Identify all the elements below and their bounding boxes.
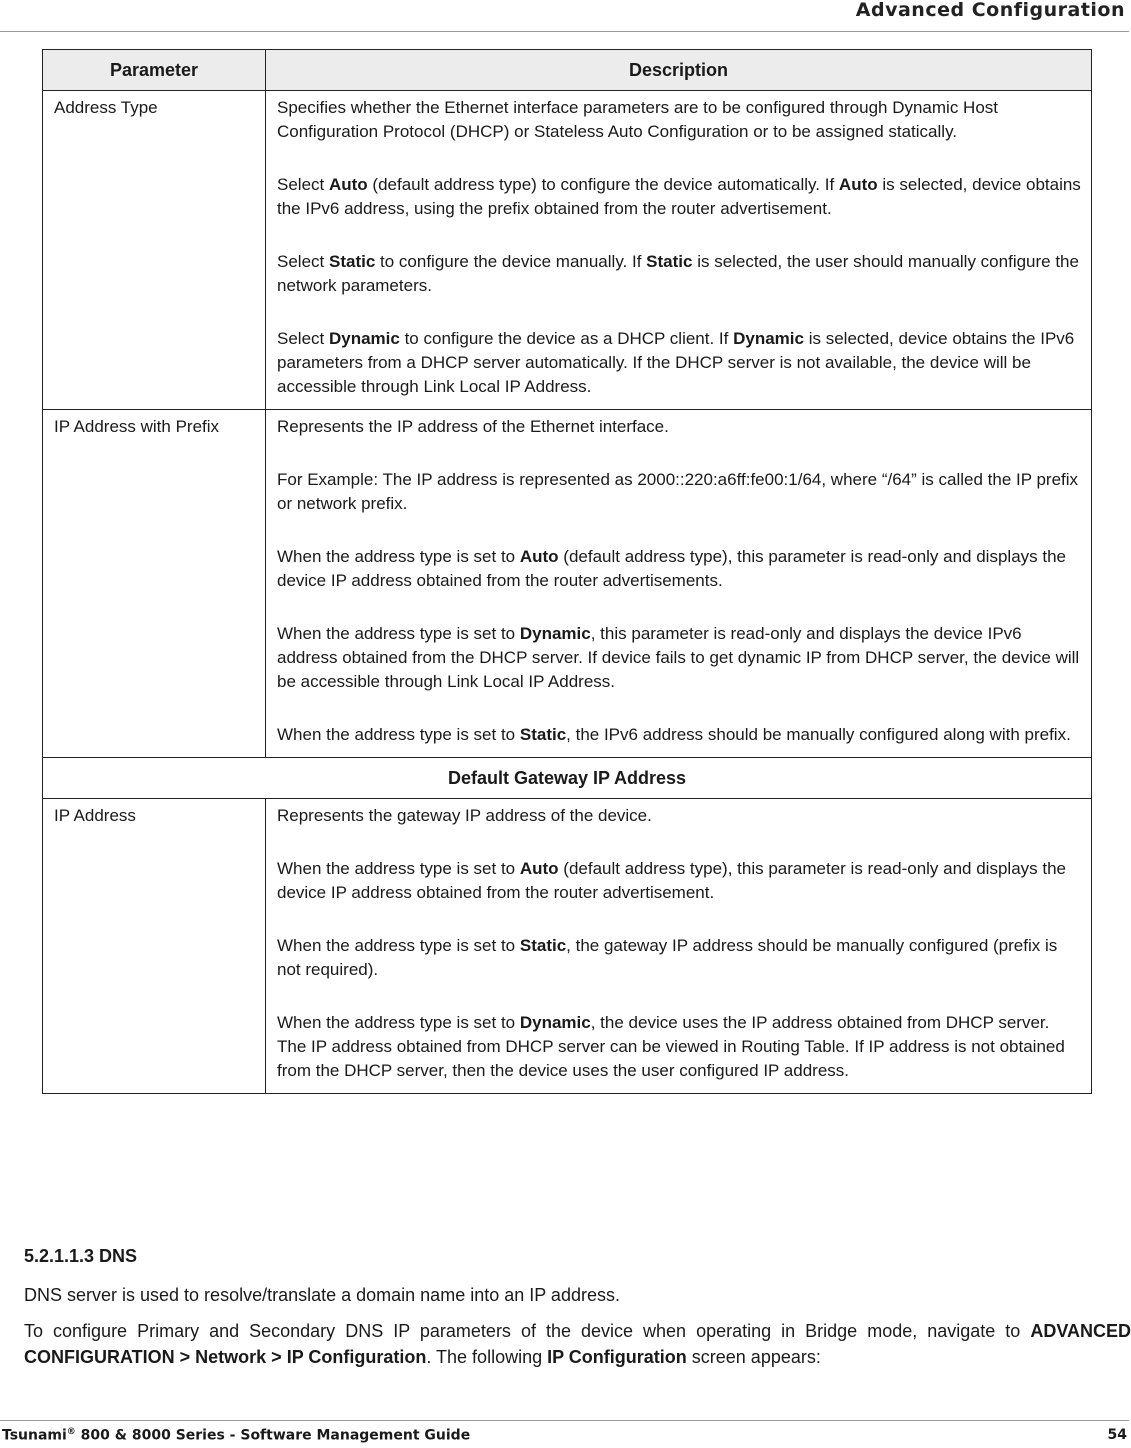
bold-term: Dynamic (519, 1013, 591, 1032)
table-body-group2 (43, 799, 1092, 1094)
text-run: , the device uses the IP address obtained from DHCP server. The IP address obtained from DHCP server can be viewed in Routing Table. If IP address is not obtained from the DHCP server, then the device uses the user configured IP address. (277, 1013, 1065, 1080)
footer-product: Tsunami (2, 1427, 67, 1444)
description-paragraph (277, 96, 1081, 144)
footer-reg-mark: ® (66, 1427, 76, 1437)
text-run: screen appears: (686, 1347, 821, 1367)
footer-guide: 800 & 8000 Series - Software Management Guide (75, 1427, 471, 1444)
text-run: When the address type is set to (277, 859, 520, 878)
text-run: , the IPv6 address should be manually configured along with prefix. (566, 725, 1071, 744)
text-run: Represents the IP address of the Ethernet interface. (277, 417, 669, 436)
section-heading: 5.2.1.1.3 DNS (24, 1246, 138, 1266)
page-header-title: Advanced Configuration (855, 0, 1125, 21)
table-row (43, 799, 1092, 1094)
text-run: to configure the device as a DHCP client. If (399, 329, 734, 348)
text-run: To configure Primary and Secondary DNS IP parameters of the device when operating in Bridge mode, navigate to (24, 1321, 1031, 1341)
text-run: (default address type) to configure the device automatically. If (367, 175, 839, 194)
footer-page-number: 54 (1107, 1427, 1127, 1443)
dns-intro-paragraph: DNS server is used to resolve/translate a domain name into an IP address. (24, 1285, 620, 1305)
text-run: Represents the gateway IP address of the device. (277, 806, 652, 825)
text-run: (default address type), this parameter is read-only and displays the device IP address obtained from the router advertisements. (277, 547, 1067, 590)
table-header-row (43, 50, 1092, 91)
table-row (43, 410, 1092, 758)
table-body-group1 (43, 91, 1092, 758)
section-row (43, 758, 1092, 799)
text-run: . The following (426, 1347, 548, 1367)
bold-term: Auto (838, 175, 878, 194)
text-run: is selected, the user should manually configure the network parameters. (277, 252, 1079, 295)
description-paragraph (277, 468, 1081, 516)
bold-term: Auto (328, 175, 368, 194)
description-paragraph (277, 723, 1081, 747)
column-header-description: Description (266, 50, 1092, 91)
description-paragraph (277, 622, 1081, 694)
parameter-cell: Address Type (43, 91, 266, 410)
bold-term: Static (328, 252, 376, 271)
text-run: When the address type is set to (277, 725, 520, 744)
text-run: Specifies whether the Ethernet interface parameters are to be configured through Dynamic Host Configuration Protocol (DHCP) or Stateless Auto Configuration or to be assigned statically. (277, 98, 998, 141)
text-run: , this parameter is read-only and displays the device IPv6 address obtained from the DHCP server. If device fails to get dynamic IP from DHCP server, the device will be accessible through Link Local IP Address. (277, 624, 1080, 691)
text-run: Select (277, 329, 329, 348)
description-paragraph (277, 857, 1081, 905)
description-paragraph (277, 804, 1081, 828)
description-paragraph (277, 415, 1081, 439)
bold-term: Dynamic (519, 624, 591, 643)
text-run: When the address type is set to (277, 1013, 520, 1032)
page-footer (0, 1420, 1129, 1448)
text-run: , the gateway IP address should be manually configured (prefix is not required). (277, 936, 1058, 979)
text-run: When the address type is set to (277, 547, 520, 566)
parameter-table (42, 49, 1092, 1094)
bold-term: Dynamic (733, 329, 804, 348)
text-run: is selected, device obtains the IPv6 address, using the prefix obtained from the router advertisement. (277, 175, 1081, 218)
description-cell (266, 410, 1092, 758)
text-run: For Example: The IP address is represented as 2000::220:a6ff:fe00:1/64, where “/64” is called the IP prefix or network prefix. (277, 470, 1079, 513)
bold-term: Static (519, 725, 567, 744)
description-paragraph (277, 250, 1081, 298)
description-cell (266, 91, 1092, 410)
text-run: Select (277, 175, 329, 194)
text-run: is selected, device obtains the IPv6 parameters from a DHCP server automatically. If the DHCP server is not available, the device will be accessible through Link Local IP Address. (277, 329, 1075, 396)
text-run: Select (277, 252, 329, 271)
description-paragraph (277, 327, 1081, 399)
dns-navigation-paragraph (24, 1318, 1131, 1370)
bold-term: IP Configuration (547, 1347, 687, 1367)
description-cell (266, 799, 1092, 1094)
parameter-cell: IP Address with Prefix (43, 410, 266, 758)
text-run: (default address type), this parameter is read-only and displays the device IP address obtained from the router advertisement. (277, 859, 1067, 902)
description-paragraph (277, 934, 1081, 982)
bold-term: Dynamic (328, 329, 400, 348)
description-paragraph (277, 545, 1081, 593)
description-paragraph (277, 1011, 1081, 1083)
description-paragraph (277, 173, 1081, 221)
table-row (43, 91, 1092, 410)
bold-term: Static (519, 936, 567, 955)
parameter-cell: IP Address (43, 799, 266, 1094)
bold-term: Auto (519, 859, 559, 878)
text-run: When the address type is set to (277, 624, 520, 643)
bold-term: ADVANCED CONFIGURATION > Network > IP Configuration (24, 1321, 1131, 1367)
section-label-default-gateway: Default Gateway IP Address (43, 758, 1092, 799)
text-run: When the address type is set to (277, 936, 520, 955)
page-header (0, 0, 1129, 32)
bold-term: Auto (519, 547, 559, 566)
text-run: to configure the device manually. If (375, 252, 647, 271)
bold-term: Static (646, 252, 693, 271)
footer-guide-title (2, 1427, 470, 1444)
column-header-parameter: Parameter (43, 50, 266, 91)
